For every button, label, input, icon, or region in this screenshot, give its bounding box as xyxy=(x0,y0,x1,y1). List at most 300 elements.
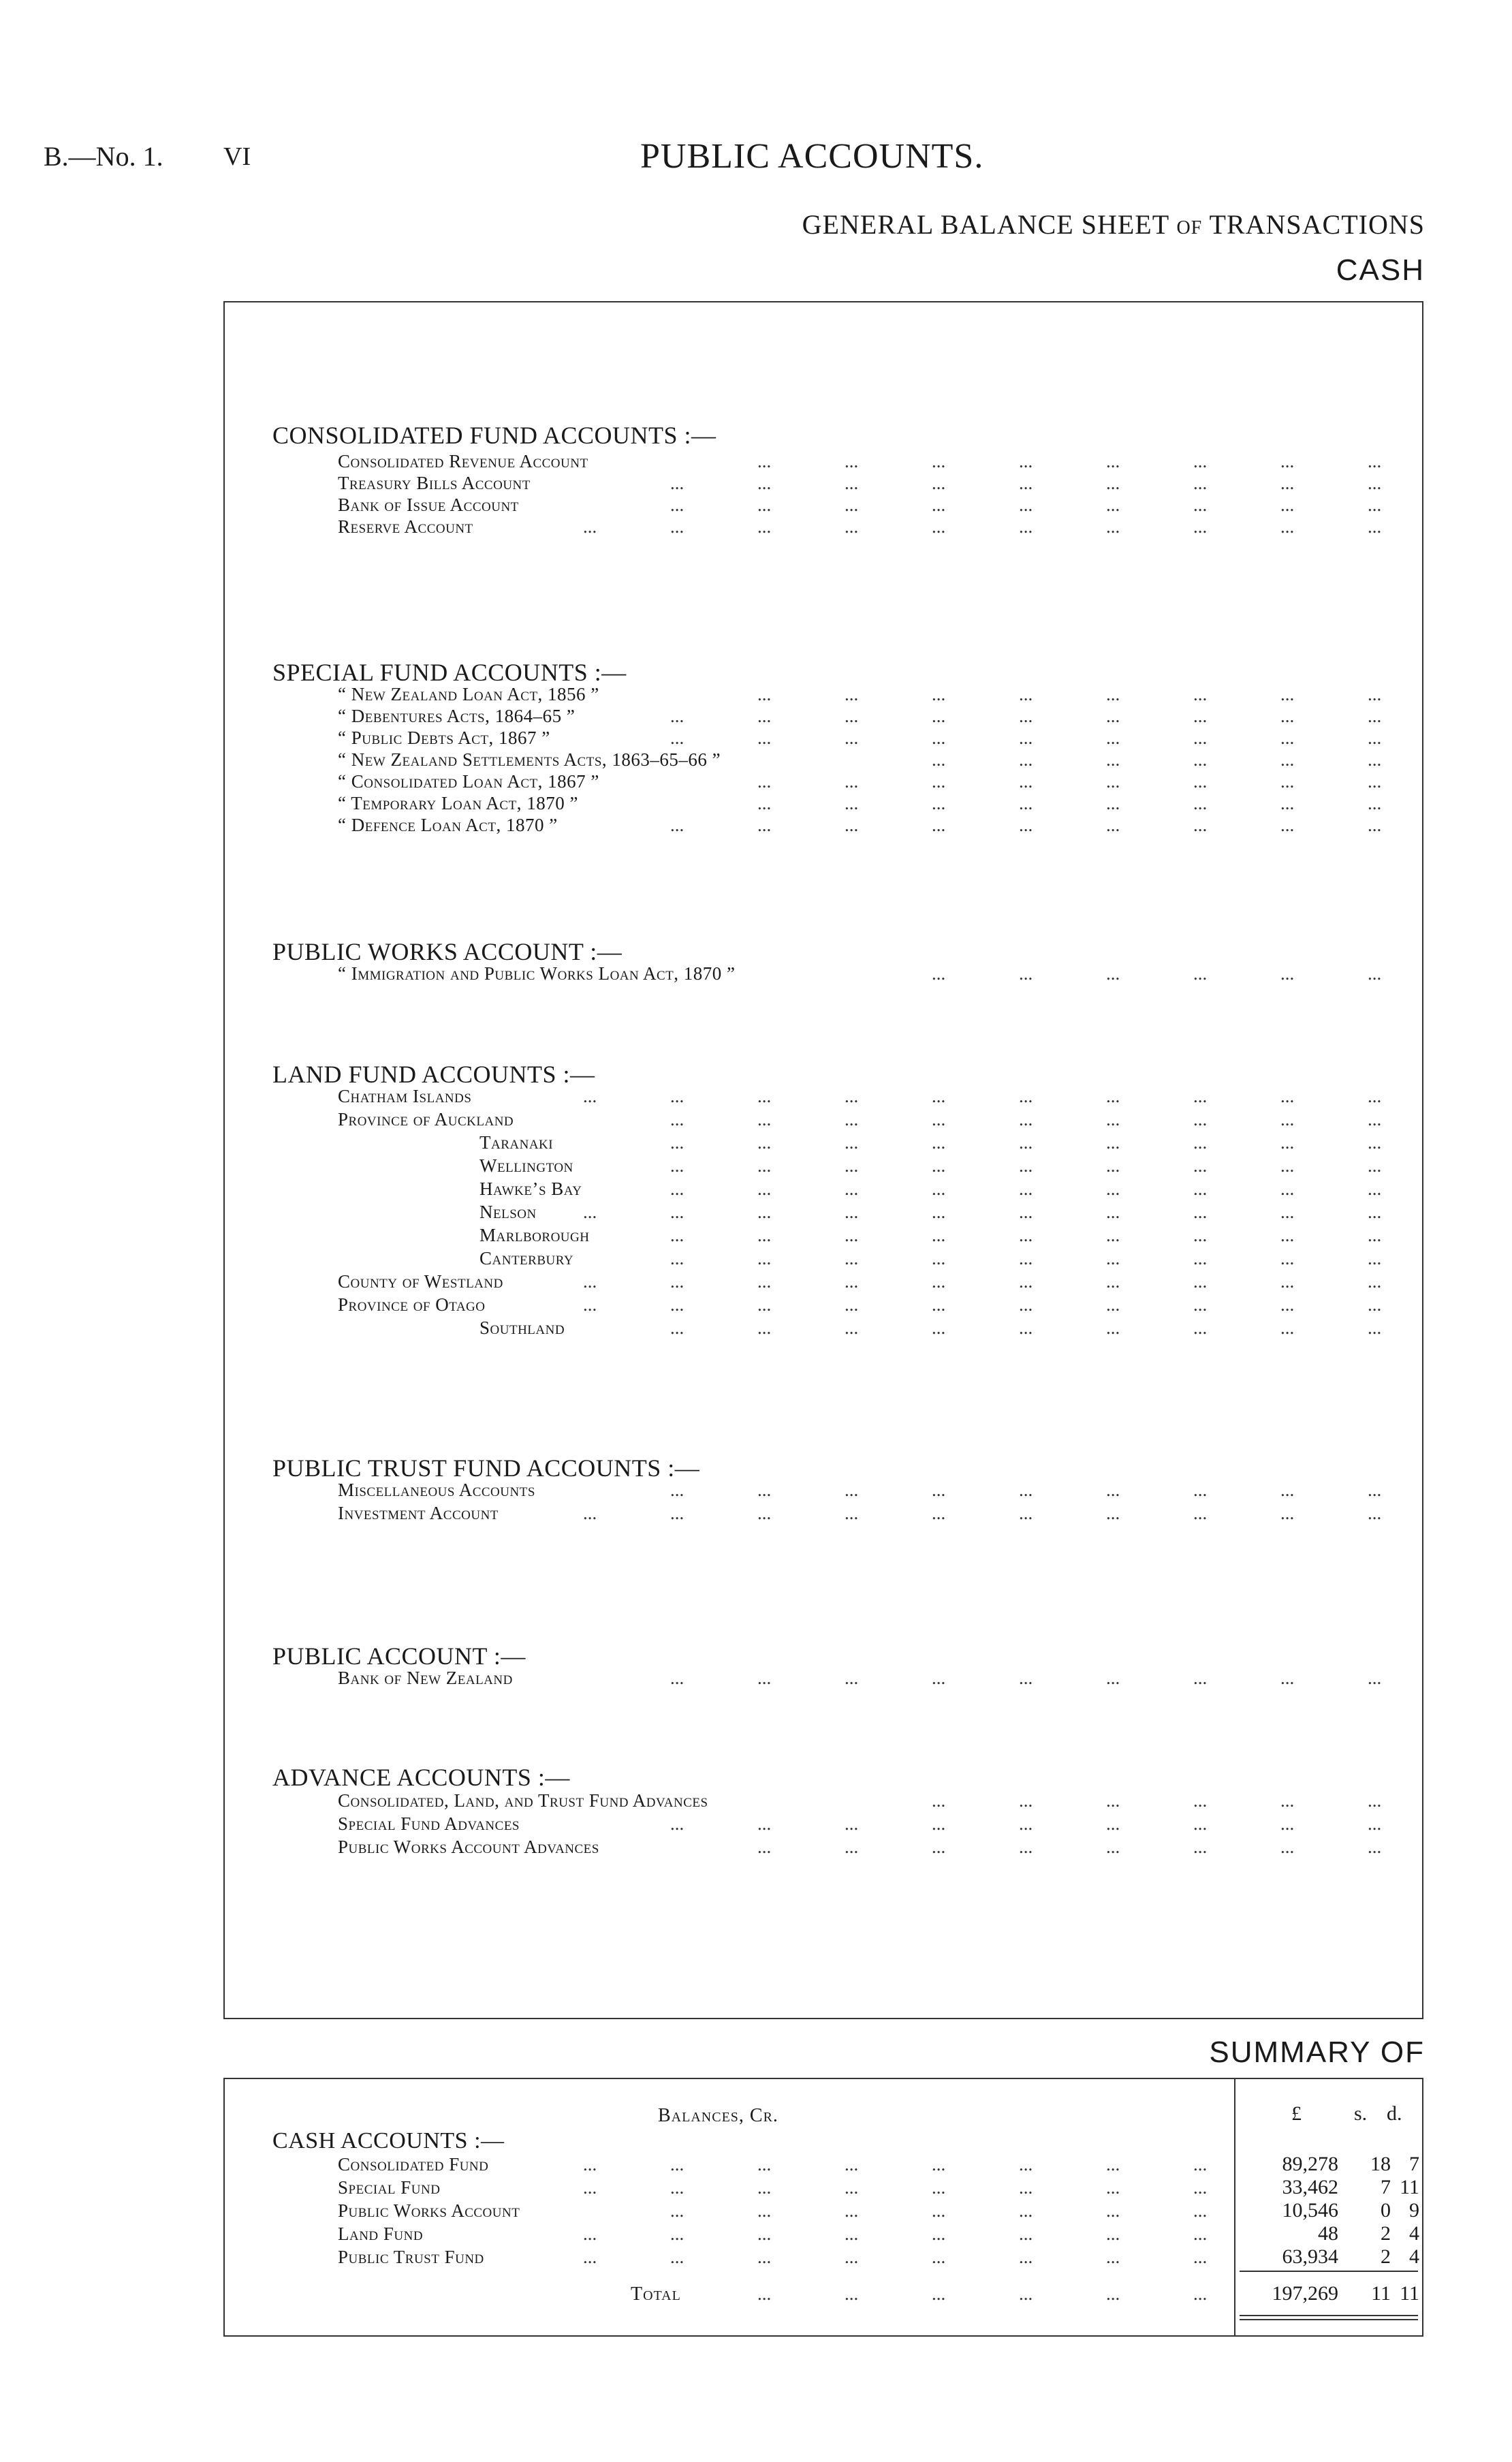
dot-leader: ... xyxy=(1193,2247,1208,2267)
dot-leader: ... xyxy=(845,728,859,748)
dot-leader: ... xyxy=(1193,2224,1208,2244)
summary-pounds: 89,278 xyxy=(1282,2153,1338,2175)
dot-leader: ... xyxy=(1193,1179,1208,1199)
dot-leader: ... xyxy=(1368,1480,1382,1500)
dot-leader: ... xyxy=(1019,2154,1033,2175)
balances-header: Balances, Cr. xyxy=(658,2105,778,2126)
dot-leader: ... xyxy=(1019,451,1033,471)
dot-leader: ... xyxy=(1019,495,1033,515)
dot-leader: ... xyxy=(845,2154,859,2175)
total-shillings: 11 xyxy=(1371,2282,1391,2305)
dot-leader: ... xyxy=(1193,1503,1208,1523)
dot-leader: ... xyxy=(1193,1318,1208,1338)
dot-leader: ... xyxy=(1019,1132,1033,1153)
dot-leader: ... xyxy=(1193,516,1208,537)
dot-leader: ... xyxy=(1368,1225,1382,1245)
dot-leader: ... xyxy=(757,793,772,813)
dot-leader: ... xyxy=(1368,1837,1382,1857)
dot-leader: ... xyxy=(1193,1109,1208,1129)
dot-leader: ... xyxy=(1193,771,1208,792)
consolidated-heading: CONSOLIDATED FUND ACCOUNTS :— xyxy=(272,422,716,449)
dot-leader: ... xyxy=(1280,706,1295,726)
dot-leader: ... xyxy=(670,1179,684,1199)
dot-leader: ... xyxy=(757,1248,772,1268)
dot-leader: ... xyxy=(757,2177,772,2198)
dot-leader: ... xyxy=(670,1813,684,1834)
dot-leader: ... xyxy=(1368,706,1382,726)
dot-leader: ... xyxy=(1019,1503,1033,1523)
dot-leader: ... xyxy=(845,1225,859,1245)
dot-leader: ... xyxy=(1106,1155,1120,1176)
dot-leader: ... xyxy=(932,2200,946,2221)
dot-leader: ... xyxy=(757,684,772,704)
pence-header: d. xyxy=(1387,2102,1402,2125)
dot-leader: ... xyxy=(670,2224,684,2244)
dot-leader: ... xyxy=(1368,1294,1382,1315)
dot-leader: ... xyxy=(1193,2200,1208,2221)
dot-leader: ... xyxy=(1019,1109,1033,1129)
dot-leader: ... xyxy=(932,451,946,471)
dot-leader: ... xyxy=(757,2284,772,2304)
dot-leader: ... xyxy=(1368,1155,1382,1176)
dot-leader: ... xyxy=(845,1179,859,1199)
dot-leader: ... xyxy=(1193,1813,1208,1834)
dot-leader: ... xyxy=(932,793,946,813)
dot-leader: ... xyxy=(1106,2284,1120,2304)
dot-leader: ... xyxy=(1193,1790,1208,1811)
dot-leader: ... xyxy=(670,1503,684,1523)
dot-leader: ... xyxy=(1193,1294,1208,1315)
trust-item: Miscellaneous Accounts xyxy=(338,1480,535,1500)
dot-leader: ... xyxy=(1106,1480,1120,1500)
dot-leader: ... xyxy=(932,684,946,704)
dot-leader: ... xyxy=(1280,771,1295,792)
dot-leader: ... xyxy=(1368,1668,1382,1688)
dot-leader: ... xyxy=(1019,1813,1033,1834)
dot-leader: ... xyxy=(1019,684,1033,704)
dot-leader: ... xyxy=(1106,1225,1120,1245)
dot-leader: ... xyxy=(757,451,772,471)
public-account-heading: PUBLIC ACCOUNT :— xyxy=(272,1642,526,1670)
dot-leader: ... xyxy=(1193,749,1208,770)
dot-leader: ... xyxy=(1193,1668,1208,1688)
dot-leader: ... xyxy=(1368,1790,1382,1811)
land-item: Province of Otago xyxy=(338,1294,486,1315)
dot-leader: ... xyxy=(1280,1790,1295,1811)
dot-leader: ... xyxy=(1019,1225,1033,1245)
dot-leader: ... xyxy=(1106,1179,1120,1199)
dot-leader: ... xyxy=(932,1503,946,1523)
dot-leader: ... xyxy=(1193,1837,1208,1857)
dot-leader: ... xyxy=(1019,1202,1033,1222)
dot-leader: ... xyxy=(1280,1155,1295,1176)
dot-leader: ... xyxy=(932,1086,946,1106)
dot-leader: ... xyxy=(1280,684,1295,704)
dot-leader: ... xyxy=(1193,1202,1208,1222)
summary-bottom-rule xyxy=(223,2335,1423,2337)
summary-row-label: Special Fund xyxy=(338,2177,441,2198)
dot-leader: ... xyxy=(1280,451,1295,471)
public-works-item: “ Immigration and Public Works Loan Act, 1870 ” xyxy=(338,963,736,984)
dot-leader: ... xyxy=(932,1248,946,1268)
dot-leader: ... xyxy=(757,1225,772,1245)
summary-row-label: Public Trust Fund xyxy=(338,2247,484,2267)
dot-leader: ... xyxy=(1368,793,1382,813)
dot-leader: ... xyxy=(1019,771,1033,792)
main-box-right-rule xyxy=(1422,301,1423,2018)
dot-leader: ... xyxy=(932,1294,946,1315)
dot-leader: ... xyxy=(1019,963,1033,984)
dot-leader: ... xyxy=(1193,963,1208,984)
special-item: “ Public Debts Act, 1867 ” xyxy=(338,728,550,748)
dot-leader: ... xyxy=(1106,451,1120,471)
dot-leader: ... xyxy=(845,1503,859,1523)
dot-leader: ... xyxy=(932,1480,946,1500)
dot-leader: ... xyxy=(845,1271,859,1292)
dot-leader: ... xyxy=(757,516,772,537)
dot-leader: ... xyxy=(1193,1086,1208,1106)
dot-leader: ... xyxy=(670,1132,684,1153)
dot-leader: ... xyxy=(1280,728,1295,748)
dot-leader: ... xyxy=(1280,1225,1295,1245)
dot-leader: ... xyxy=(757,2200,772,2221)
land-item: Taranaki xyxy=(479,1132,554,1153)
summary-pounds: 63,934 xyxy=(1282,2245,1338,2268)
summary-total-underline-2 xyxy=(1240,2319,1418,2320)
dot-leader: ... xyxy=(1106,1503,1120,1523)
dot-leader: ... xyxy=(670,1318,684,1338)
dot-leader: ... xyxy=(1019,1179,1033,1199)
dot-leader: ... xyxy=(1368,1179,1382,1199)
dot-leader: ... xyxy=(1106,2200,1120,2221)
summary-pounds: 10,546 xyxy=(1282,2199,1338,2222)
dot-leader: ... xyxy=(1280,815,1295,835)
dot-leader: ... xyxy=(1106,815,1120,835)
dot-leader: ... xyxy=(1193,684,1208,704)
land-heading: LAND FUND ACCOUNTS :— xyxy=(272,1061,595,1088)
dot-leader: ... xyxy=(1019,1086,1033,1106)
dot-leader: ... xyxy=(1193,1225,1208,1245)
dot-leader: ... xyxy=(1106,1132,1120,1153)
advance-item: Consolidated, Land, and Trust Fund Advances xyxy=(338,1790,708,1811)
dot-leader: ... xyxy=(932,1132,946,1153)
dot-leader: ... xyxy=(1106,1294,1120,1315)
pounds-header: £ xyxy=(1291,2102,1302,2125)
dot-leader: ... xyxy=(583,1202,597,1222)
dot-leader: ... xyxy=(932,1668,946,1688)
summary-row-label: Public Works Account xyxy=(338,2200,520,2221)
dot-leader: ... xyxy=(1106,516,1120,537)
summary-title: SUMMARY OF xyxy=(1209,2036,1425,2069)
special-item: “ New Zealand Settlements Acts, 1863–65–66 ” xyxy=(338,749,721,770)
summary-total-underline-1 xyxy=(1240,2315,1418,2316)
dot-leader: ... xyxy=(1106,1813,1120,1834)
special-item: “ Debentures Acts, 1864–65 ” xyxy=(338,706,576,726)
dot-leader: ... xyxy=(845,1086,859,1106)
dot-leader: ... xyxy=(932,1790,946,1811)
dot-leader: ... xyxy=(845,684,859,704)
dot-leader: ... xyxy=(845,1668,859,1688)
dot-leader: ... xyxy=(1368,963,1382,984)
dot-leader: ... xyxy=(1280,473,1295,493)
land-item: Chatham Islands xyxy=(338,1086,472,1106)
dot-leader: ... xyxy=(670,495,684,515)
dot-leader: ... xyxy=(1106,2224,1120,2244)
dot-leader: ... xyxy=(757,1480,772,1500)
dot-leader: ... xyxy=(845,1318,859,1338)
dot-leader: ... xyxy=(670,2247,684,2267)
dot-leader: ... xyxy=(670,1086,684,1106)
dot-leader: ... xyxy=(1368,728,1382,748)
summary-shillings: 18 xyxy=(1370,2153,1391,2175)
dot-leader: ... xyxy=(1019,706,1033,726)
dot-leader: ... xyxy=(1106,771,1120,792)
document-reference: B.—No. 1. xyxy=(44,141,163,172)
dot-leader: ... xyxy=(932,473,946,493)
dot-leader: ... xyxy=(845,1155,859,1176)
dot-leader: ... xyxy=(1106,2247,1120,2267)
dot-leader: ... xyxy=(1193,706,1208,726)
summary-top-rule xyxy=(223,2078,1422,2079)
land-item: Hawke’s Bay xyxy=(479,1179,582,1199)
summary-total-rule xyxy=(1240,2271,1418,2272)
total-label: Total xyxy=(631,2284,681,2305)
dot-leader: ... xyxy=(583,2224,597,2244)
section-label-cash: CASH xyxy=(1336,253,1425,287)
dot-leader: ... xyxy=(670,1225,684,1245)
dot-leader: ... xyxy=(670,1480,684,1500)
land-item: County of Westland xyxy=(338,1271,503,1292)
dot-leader: ... xyxy=(845,706,859,726)
dot-leader: ... xyxy=(1368,684,1382,704)
dot-leader: ... xyxy=(1280,1294,1295,1315)
dot-leader: ... xyxy=(757,1086,772,1106)
dot-leader: ... xyxy=(845,1202,859,1222)
dot-leader: ... xyxy=(932,1155,946,1176)
dot-leader: ... xyxy=(1280,1271,1295,1292)
summary-right-rule xyxy=(1422,2078,1423,2335)
summary-pence: 9 xyxy=(1409,2199,1419,2222)
dot-leader: ... xyxy=(1193,793,1208,813)
dot-leader: ... xyxy=(932,1813,946,1834)
summary-pounds: 33,462 xyxy=(1282,2176,1338,2198)
summary-shillings: 2 xyxy=(1381,2222,1391,2245)
land-item: Marlborough xyxy=(479,1225,590,1245)
land-item: Wellington xyxy=(479,1155,573,1176)
dot-leader: ... xyxy=(1106,728,1120,748)
dot-leader: ... xyxy=(1106,1086,1120,1106)
dot-leader: ... xyxy=(932,2154,946,2175)
dot-leader: ... xyxy=(1193,2284,1208,2304)
dot-leader: ... xyxy=(1193,1132,1208,1153)
dot-leader: ... xyxy=(932,749,946,770)
dot-leader: ... xyxy=(1106,706,1120,726)
dot-leader: ... xyxy=(583,1271,597,1292)
dot-leader: ... xyxy=(932,2224,946,2244)
dot-leader: ... xyxy=(932,771,946,792)
dot-leader: ... xyxy=(932,1109,946,1129)
dot-leader: ... xyxy=(845,495,859,515)
dot-leader: ... xyxy=(1019,793,1033,813)
dot-leader: ... xyxy=(1280,793,1295,813)
public-account-item: Bank of New Zealand xyxy=(338,1668,513,1688)
dot-leader: ... xyxy=(757,706,772,726)
dot-leader: ... xyxy=(1106,1271,1120,1292)
dot-leader: ... xyxy=(1019,1790,1033,1811)
advance-item: Special Fund Advances xyxy=(338,1813,520,1834)
dot-leader: ... xyxy=(757,1294,772,1315)
dot-leader: ... xyxy=(757,1503,772,1523)
dot-leader: ... xyxy=(757,473,772,493)
dot-leader: ... xyxy=(757,771,772,792)
dot-leader: ... xyxy=(1106,684,1120,704)
dot-leader: ... xyxy=(1280,963,1295,984)
dot-leader: ... xyxy=(932,1179,946,1199)
dot-leader: ... xyxy=(845,1837,859,1857)
dot-leader: ... xyxy=(845,2200,859,2221)
dot-leader: ... xyxy=(1106,473,1120,493)
dot-leader: ... xyxy=(1368,1813,1382,1834)
dot-leader: ... xyxy=(1368,1132,1382,1153)
dot-leader: ... xyxy=(845,451,859,471)
dot-leader: ... xyxy=(1368,1318,1382,1338)
dot-leader: ... xyxy=(583,2247,597,2267)
subtitle-part-a: GENERAL BALANCE SHEET xyxy=(802,209,1169,240)
dot-leader: ... xyxy=(583,1086,597,1106)
dot-leader: ... xyxy=(583,516,597,537)
dot-leader: ... xyxy=(1106,2177,1120,2198)
dot-leader: ... xyxy=(1280,1109,1295,1129)
dot-leader: ... xyxy=(670,1202,684,1222)
dot-leader: ... xyxy=(845,793,859,813)
dot-leader: ... xyxy=(757,2154,772,2175)
summary-pounds: 48 xyxy=(1318,2222,1338,2245)
dot-leader: ... xyxy=(932,728,946,748)
land-item: Canterbury xyxy=(479,1248,574,1268)
dot-leader: ... xyxy=(1368,1248,1382,1268)
cash-accounts-heading: CASH ACCOUNTS :— xyxy=(272,2128,505,2153)
dot-leader: ... xyxy=(1019,1480,1033,1500)
special-item: “ Defence Loan Act, 1870 ” xyxy=(338,815,558,835)
dot-leader: ... xyxy=(932,1837,946,1857)
dot-leader: ... xyxy=(1019,1318,1033,1338)
special-item: “ Temporary Loan Act, 1870 ” xyxy=(338,793,578,813)
dot-leader: ... xyxy=(583,1294,597,1315)
dot-leader: ... xyxy=(1368,1202,1382,1222)
dot-leader: ... xyxy=(670,1155,684,1176)
dot-leader: ... xyxy=(1368,749,1382,770)
page-title: PUBLIC ACCOUNTS. xyxy=(640,137,984,176)
summary-pence: 7 xyxy=(1409,2153,1419,2175)
dot-leader: ... xyxy=(757,815,772,835)
special-heading: SPECIAL FUND ACCOUNTS :— xyxy=(272,659,627,686)
summary-row-label: Land Fund xyxy=(338,2224,424,2244)
consolidated-item: Bank of Issue Account xyxy=(338,495,519,515)
dot-leader: ... xyxy=(932,963,946,984)
dot-leader: ... xyxy=(1368,473,1382,493)
dot-leader: ... xyxy=(932,2177,946,2198)
page-subtitle xyxy=(802,208,1425,240)
dot-leader: ... xyxy=(932,516,946,537)
dot-leader: ... xyxy=(670,1668,684,1688)
dot-leader: ... xyxy=(845,1109,859,1129)
dot-leader: ... xyxy=(1019,728,1033,748)
dot-leader: ... xyxy=(757,1179,772,1199)
public-works-heading: PUBLIC WORKS ACCOUNT :— xyxy=(272,938,623,965)
dot-leader: ... xyxy=(932,2247,946,2267)
dot-leader: ... xyxy=(1280,1179,1295,1199)
dot-leader: ... xyxy=(1368,495,1382,515)
dot-leader: ... xyxy=(1106,793,1120,813)
dot-leader: ... xyxy=(1019,815,1033,835)
dot-leader: ... xyxy=(1193,1271,1208,1292)
dot-leader: ... xyxy=(1193,2154,1208,2175)
dot-leader: ... xyxy=(1368,1109,1382,1129)
dot-leader: ... xyxy=(1368,815,1382,835)
consolidated-item: Reserve Account xyxy=(338,516,473,537)
dot-leader: ... xyxy=(1019,1271,1033,1292)
dot-leader: ... xyxy=(1019,1837,1033,1857)
dot-leader: ... xyxy=(845,2224,859,2244)
dot-leader: ... xyxy=(1106,1318,1120,1338)
dot-leader: ... xyxy=(1368,771,1382,792)
dot-leader: ... xyxy=(1280,1668,1295,1688)
dot-leader: ... xyxy=(932,1225,946,1245)
land-item: Province of Auckland xyxy=(338,1109,514,1129)
trust-heading: PUBLIC TRUST FUND ACCOUNTS :— xyxy=(272,1454,700,1482)
dot-leader: ... xyxy=(1106,1202,1120,1222)
summary-shillings: 2 xyxy=(1381,2245,1391,2268)
dot-leader: ... xyxy=(1019,2224,1033,2244)
dot-leader: ... xyxy=(1368,451,1382,471)
dot-leader: ... xyxy=(670,2154,684,2175)
summary-shillings: 7 xyxy=(1381,2176,1391,2198)
dot-leader: ... xyxy=(1019,516,1033,537)
summary-left-rule xyxy=(223,2078,225,2335)
dot-leader: ... xyxy=(1019,1155,1033,1176)
dot-leader: ... xyxy=(932,815,946,835)
consolidated-item: Consolidated Revenue Account xyxy=(338,451,588,471)
dot-leader: ... xyxy=(670,2177,684,2198)
dot-leader: ... xyxy=(932,2284,946,2304)
dot-leader: ... xyxy=(845,1294,859,1315)
dot-leader: ... xyxy=(670,1294,684,1315)
dot-leader: ... xyxy=(932,706,946,726)
dot-leader: ... xyxy=(757,728,772,748)
dot-leader: ... xyxy=(670,2200,684,2221)
dot-leader: ... xyxy=(1280,1480,1295,1500)
dot-leader: ... xyxy=(1280,1837,1295,1857)
dot-leader: ... xyxy=(1106,495,1120,515)
dot-leader: ... xyxy=(932,495,946,515)
dot-leader: ... xyxy=(757,1318,772,1338)
dot-leader: ... xyxy=(845,1132,859,1153)
dot-leader: ... xyxy=(1019,2200,1033,2221)
dot-leader: ... xyxy=(1368,1086,1382,1106)
dot-leader: ... xyxy=(1019,2247,1033,2267)
dot-leader: ... xyxy=(583,2154,597,2175)
main-box-left-rule xyxy=(223,301,225,2018)
dot-leader: ... xyxy=(845,2177,859,2198)
dot-leader: ... xyxy=(757,1668,772,1688)
dot-leader: ... xyxy=(1106,1248,1120,1268)
summary-pence: 4 xyxy=(1409,2245,1419,2268)
dot-leader: ... xyxy=(845,473,859,493)
dot-leader: ... xyxy=(670,1271,684,1292)
dot-leader: ... xyxy=(1280,516,1295,537)
dot-leader: ... xyxy=(845,771,859,792)
land-item: Nelson xyxy=(479,1202,537,1222)
